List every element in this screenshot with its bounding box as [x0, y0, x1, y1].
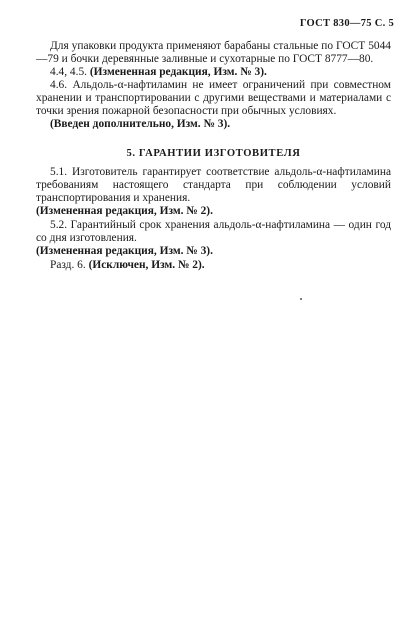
paragraph-4-4-4-5-note: [36, 66, 391, 79]
document-body: [36, 40, 391, 272]
page-header: ГОСТ 830—75 С. 5: [299, 18, 394, 29]
amendment-note: (Измененная редакция, Изм. № 2).: [36, 205, 213, 217]
section-title: 5. ГАРАНТИИ ИЗГОТОВИТЕЛЯ: [126, 148, 301, 159]
amendment-note: (Измененная редакция, Изм. № 3).: [89, 66, 267, 78]
scan-speck: [300, 298, 302, 300]
amendment-note: (Введен дополнительно, Изм. № 3).: [50, 118, 231, 130]
paragraph-5-1: 5.1. Изготовитель гарантирует соответствие альдоль-α-нафтиламина требованиям настоящего стандарта при соблюдении условий транспортирования и хранения.: [36, 166, 391, 204]
paragraph-packaging: Для упаковки продукта применяют барабаны стальные по ГОСТ 5044—79 и бочки деревянные заливные и сухотарные по ГОСТ 8777—80.: [36, 40, 391, 65]
amendment-note: (Измененная редакция, Изм. № 3).: [36, 245, 213, 257]
paragraph-4-6: 4.6. Альдоль-α-нафтиламин не имеет ограничений при совместном хранении и транспортировании с другими веществами и материалами с точки зрения пожарной безопасности при обычных условиях.: [36, 79, 391, 117]
paragraph-5-2: 5.2. Гарантийный срок хранения альдоль-α-нафтиламина — один год со дня изготовления.: [36, 219, 391, 244]
amendment-note: (Исключен, Изм. № 2).: [88, 259, 205, 271]
section-ref: Разд. 6.: [50, 259, 86, 271]
note-number: 4.4, 4.5.: [50, 66, 88, 78]
paragraph-section-6: [36, 259, 391, 272]
